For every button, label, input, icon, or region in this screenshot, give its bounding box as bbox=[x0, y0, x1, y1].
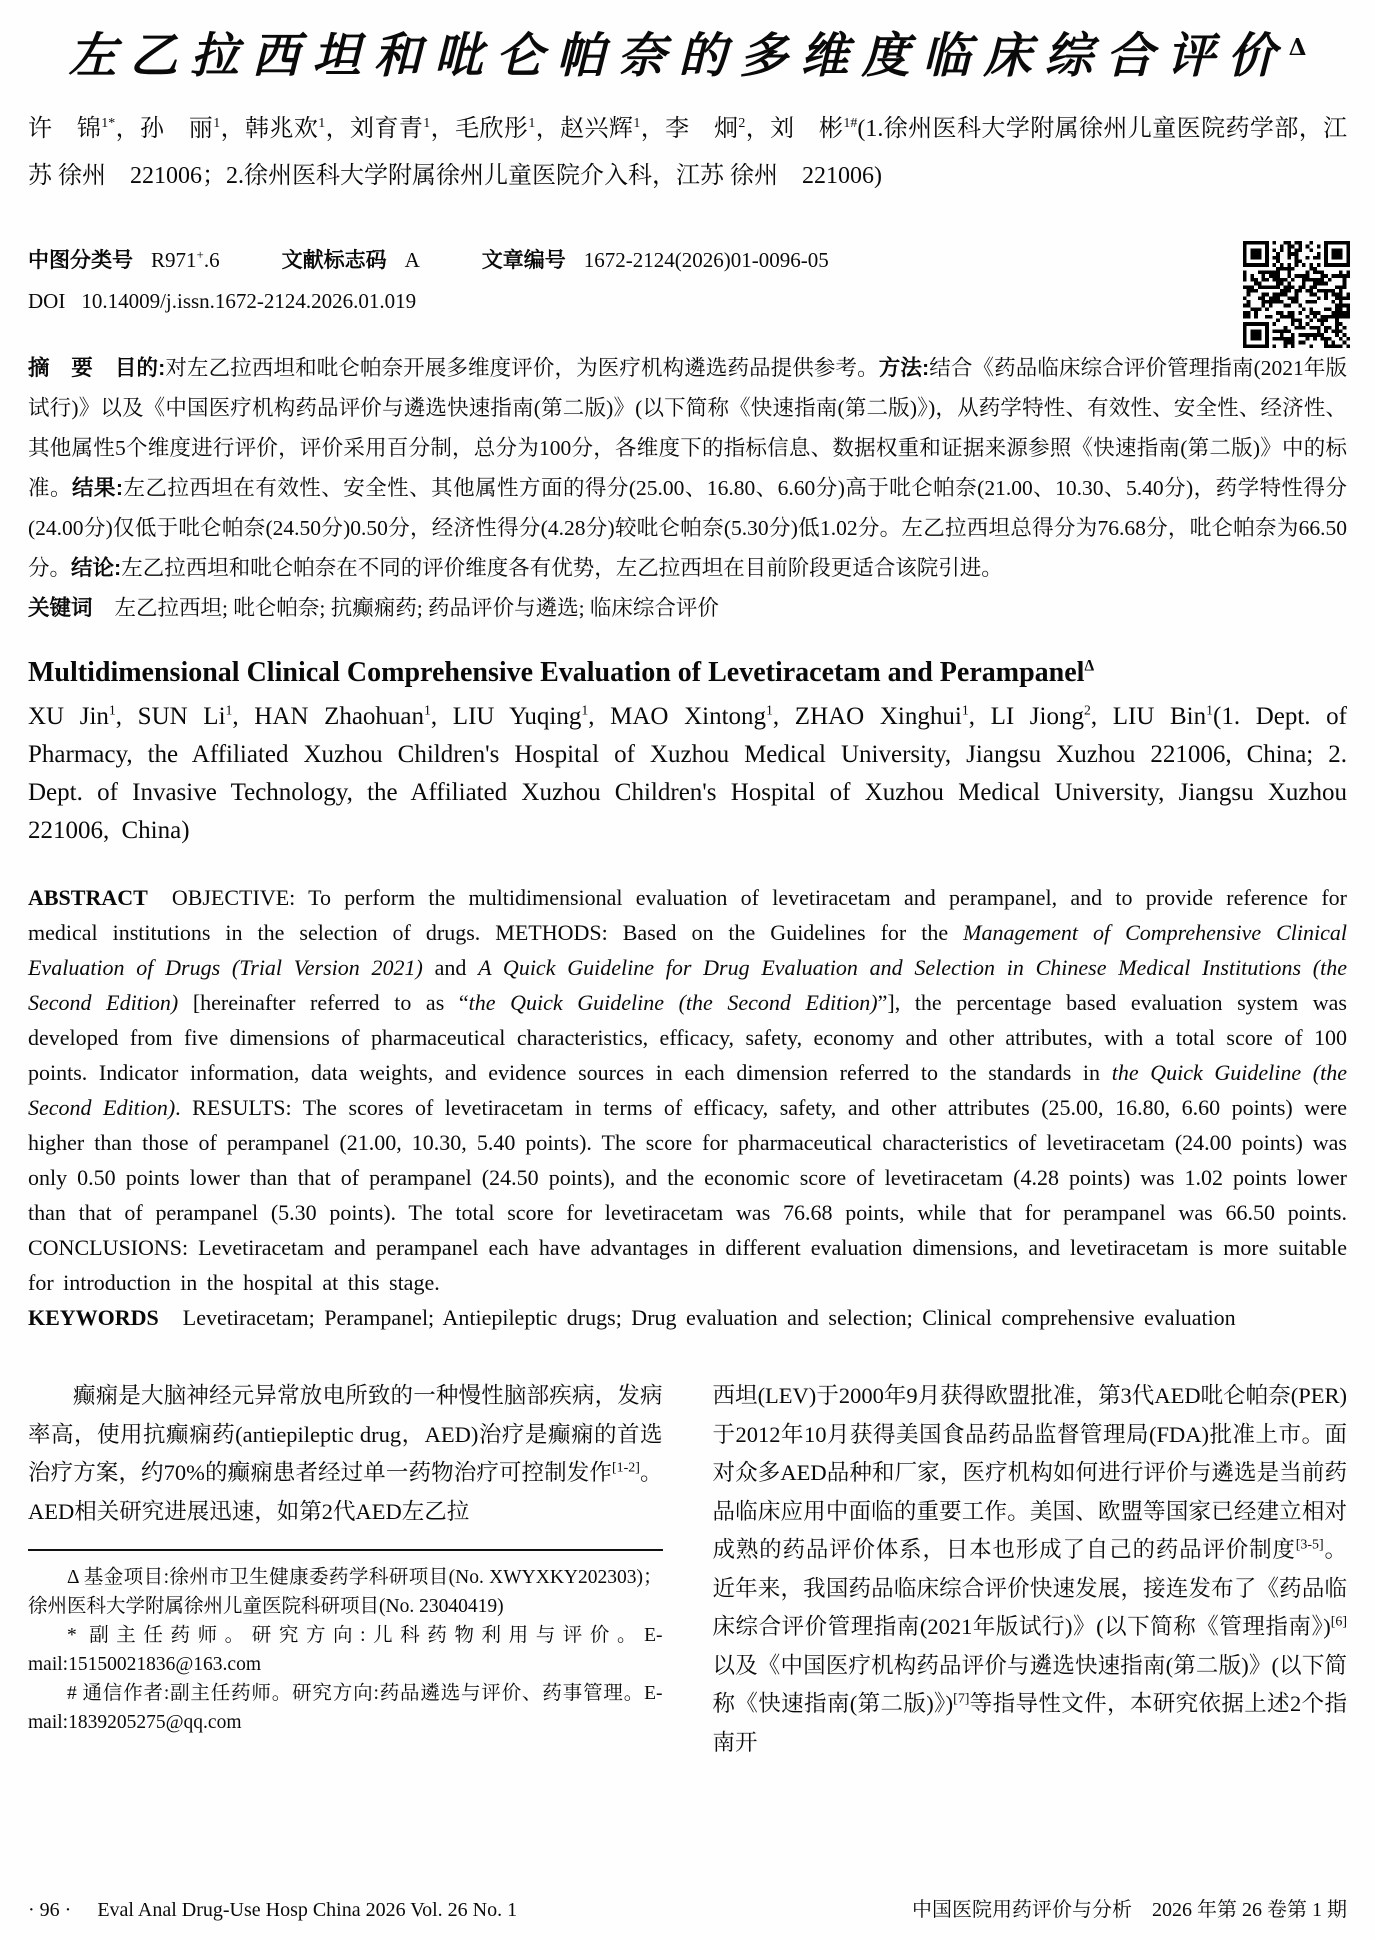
page-footer bbox=[28, 1893, 1347, 1922]
title-en bbox=[28, 654, 1347, 692]
abstract-cn-label: 摘 要 bbox=[28, 356, 93, 380]
affiliation-en: (1. Dept. of Pharmacy, the Affiliated Xuzhou Children's Hospital of Xuzhou Medical University, Jiangsu Xuzhou 221006, China; 2. Dept. of Invasive Technology, the Affiliated Xuzhou Children's Hospital of Xuzhou Medical University, Jiangsu Xuzhou 221006, China) bbox=[28, 703, 1347, 844]
abstract-cn bbox=[28, 348, 1347, 588]
affiliation-cn: (1.徐州医科大学附属徐州儿童医院药学部，江苏 徐州 221006；2.徐州医科大学附属徐州儿童医院介入科，江苏 徐州 221006) bbox=[28, 116, 1348, 189]
meta-row bbox=[28, 244, 1347, 274]
body-column-left bbox=[28, 1377, 663, 1762]
author: 李 炯$^2$ bbox=[665, 116, 746, 142]
keywords-cn bbox=[28, 588, 1347, 628]
author: 韩兆欢$^1$ bbox=[245, 116, 326, 142]
author: SUN Li$^1$ bbox=[137, 702, 233, 730]
keywords-cn-label: 关键词 bbox=[28, 596, 93, 620]
author: HAN Zhaohuan$^1$ bbox=[254, 702, 431, 730]
author: LIU Bin$^1$ bbox=[1112, 702, 1213, 730]
clc-pair bbox=[28, 244, 220, 274]
article-id-value: 1672-2124(2026)01-0096-05 bbox=[583, 248, 829, 272]
author: ZHAO Xinghui$^1$ bbox=[794, 702, 969, 730]
body-right-paragraph: 西坦(LEV)于2000年9月获得欧盟批准，第3代AED吡仑帕奈(PER)于2012年10月获得美国食品药品监督管理局(FDA)批准上市。面对众多AED品种和厂家，医疗机构如何进行评价与遴选是当前药品临床应用中面临的重要工作。美国、欧盟等国家已经建立相对成熟的药品评价体系，日本也形成了自己的药品评价制度[3-5]。近年来，我国药品临床综合评价快速发展，接连发布了《药品临床综合评价管理指南(2021年版试行)》(以下简称《管理指南》)[6]以及《中国医疗机构药品评价与遴选快速指南(第二版)》(以下简称《快速指南(第二版)》)[7]等指导性文件，本研究依据上述2个指南开 bbox=[712, 1383, 1347, 1755]
title-en-fund-mark: Δ bbox=[1084, 657, 1095, 675]
author: 许 锦$^{1*}$ bbox=[28, 116, 116, 142]
doc-code-pair bbox=[282, 244, 420, 274]
authors-cn-line bbox=[28, 106, 1347, 200]
author: XU Jin$^1$ bbox=[28, 702, 116, 730]
body-columns bbox=[28, 1377, 1347, 1762]
body-column-right bbox=[713, 1377, 1348, 1762]
footnote-fund: Δ 基金项目:徐州市卫生健康委药学科研项目(No. XWYXKY202303)；徐州医科大学附属徐州儿童医院科研项目(No. 23040419) bbox=[28, 1567, 663, 1617]
authors-cn-list: 许 锦$^{1*}$，孙 丽$^1$，韩兆欢$^1$，刘育青$^1$，毛欣彤$^1$，赵兴辉$^1$，李 炯$^2$，刘 彬$^{1\#}$ bbox=[28, 116, 858, 142]
author: 赵兴辉$^1$ bbox=[560, 116, 641, 142]
title-fund-mark: Δ bbox=[1288, 34, 1307, 61]
doi-row bbox=[28, 289, 1347, 314]
body-left-paragraph: 癫痫是大脑神经元异常放电所致的一种慢性脑部疾病，发病率高，使用抗癫痫药(antiepileptic drug，AED)治疗是癫痫的首选治疗方案，约70%的癫痫患者经过单一药物治疗可控制发作[1-2]。AED相关研究进展迅速，如第2代AED左乙拉 bbox=[28, 1383, 663, 1524]
article-id-pair bbox=[482, 244, 829, 274]
doc-code-value: A bbox=[404, 248, 420, 272]
abstract-cn-text: 目的:对左乙拉西坦和吡仑帕奈开展多维度评价，为医疗机构遴选药品提供参考。方法:结合《药品临床综合评价管理指南(2021年版试行)》以及《中国医疗机构药品评价与遴选快速指南(第二版)》(以下简称《快速指南(第二版)》)，从药学特性、有效性、安全性、经济性、其他属性5个维度进行评价，评价采用百分制，总分为100分，各维度下的指标信息、数据权重和证据来源参照《快速指南(第二版)》中的标准。结果:左乙拉西坦在有效性、安全性、其他属性方面的得分(25.00、16.80、6.60分)高于吡仑帕奈(21.00、10.30、5.40分)，药学特性得分(24.00分)仅低于吡仑帕奈(24.50分)0.50分，经济性得分(4.28分)较吡仑帕奈(5.30分)低1.02分。左乙拉西坦总得分为76.68分，吡仑帕奈为66.50分。结论:左乙拉西坦和吡仑帕奈在不同的评价维度各有优势，左乙拉西坦在目前阶段更适合该院引进。 bbox=[28, 356, 1347, 580]
qr-code bbox=[1243, 241, 1350, 348]
author: LI Jiong$^2$ bbox=[990, 702, 1091, 730]
author: LIU Yuqing$^1$ bbox=[452, 702, 589, 730]
footer-journal-cn: 中国医院用药评价与分析 2026 年第 26 卷第 1 期 bbox=[912, 1899, 1347, 1921]
clc-value: R971+.6 bbox=[151, 247, 220, 272]
page-title bbox=[28, 24, 1347, 88]
authors-en-line bbox=[28, 698, 1347, 850]
clc-label: 中图分类号 bbox=[28, 249, 133, 272]
authors-en-list: XU Jin$^1$, SUN Li$^1$, HAN Zhaohuan$^1$, LIU Yuqing$^1$, MAO Xintong$^1$, ZHAO Xinghui$^1$, LI Jiong$^2$, LIU Bin$^1$ bbox=[28, 702, 1213, 730]
article-id-label: 文章编号 bbox=[481, 249, 566, 272]
author: 刘育青$^1$ bbox=[350, 116, 431, 142]
keywords-en bbox=[28, 1300, 1347, 1335]
keywords-en-label: KEYWORDS bbox=[28, 1305, 159, 1330]
footnote-block bbox=[28, 1549, 663, 1737]
doc-code-label: 文献标志码 bbox=[281, 249, 387, 272]
author: 毛欣彤$^1$ bbox=[455, 116, 536, 142]
author: 刘 彬$^{1\#}$ bbox=[770, 116, 858, 142]
doi-label: DOI bbox=[28, 289, 66, 313]
footnote-first-author: * 副主任药师。研究方向:儿科药物利用与评价。E-mail:15150021836@163.com bbox=[28, 1625, 663, 1675]
footnote-corresponding-author: # 通信作者:副主任药师。研究方向:药品遴选与评价、药事管理。E-mail:1839205275@qq.com bbox=[28, 1683, 663, 1733]
abstract-en-label: ABSTRACT bbox=[28, 885, 148, 910]
abstract-en-text: OBJECTIVE: To perform the multidimensional evaluation of levetiracetam and perampanel, and to provide reference for medical institutions in the selection of drugs. METHODS: Based on the Guidelines for the Management of Comprehensive Clinical Evaluation of Drugs (Trial Version 2021) and A Quick Guideline for Drug Evaluation and Selection in Chinese Medical Institutions (the Second Edition) [hereinafter referred to as “the Quick Guideline (the Second Edition)”], the percentage based evaluation system was developed from five dimensions of pharmaceutical characteristics, efficacy, safety, economy and other attributes, with a total score of 100 points. Indicator information, data weights, and evidence sources in each dimension referred to the standards in the Quick Guideline (the Second Edition). RESULTS: The scores of levetiracetam in terms of efficacy, safety, and other attributes (25.00, 16.80, 6.60 points) were higher than those of perampanel (21.00, 10.30, 5.40 points). The score for pharmaceutical characteristics of levetiracetam (24.00 points) was only 0.50 points lower than that of perampanel (24.50 points), and the economic score of levetiracetam (4.28 points) was 1.02 points lower than that of perampanel (5.30 points). The total score for levetiracetam was 76.68 points, while that for perampanel was 66.50 points. CONCLUSIONS: Levetiracetam and perampanel each have advantages in different evaluation dimensions, and levetiracetam is more suitable for introduction in the hospital at this stage. bbox=[28, 885, 1348, 1295]
footer-journal-en: Eval Anal Drug-Use Hosp China 2026 Vol. 26 No. 1 bbox=[97, 1899, 518, 1921]
author: 孙 丽$^1$ bbox=[139, 116, 221, 142]
author: MAO Xintong$^1$ bbox=[610, 702, 773, 730]
footer-page-number: · 96 · bbox=[28, 1899, 72, 1921]
abstract-en bbox=[28, 880, 1347, 1300]
doi-value: 10.14009/j.issn.1672-2124.2026.01.019 bbox=[81, 289, 417, 313]
title-en-text: Multidimensional Clinical Comprehensive Evaluation of Levetiracetam and Perampanel bbox=[28, 657, 1085, 688]
page-title-text: 左乙拉西坦和吡仑帕奈的多维度临床综合评价 bbox=[68, 28, 1289, 84]
footer-left bbox=[28, 1899, 517, 1922]
keywords-en-value: Levetiracetam; Perampanel; Antiepileptic drugs; Drug evaluation and selection; Clinical comprehensive evaluation bbox=[182, 1305, 1236, 1330]
keywords-cn-value: 左乙拉西坦; 吡仑帕奈; 抗癫痫药; 药品评价与遴选; 临床综合评价 bbox=[114, 596, 719, 620]
